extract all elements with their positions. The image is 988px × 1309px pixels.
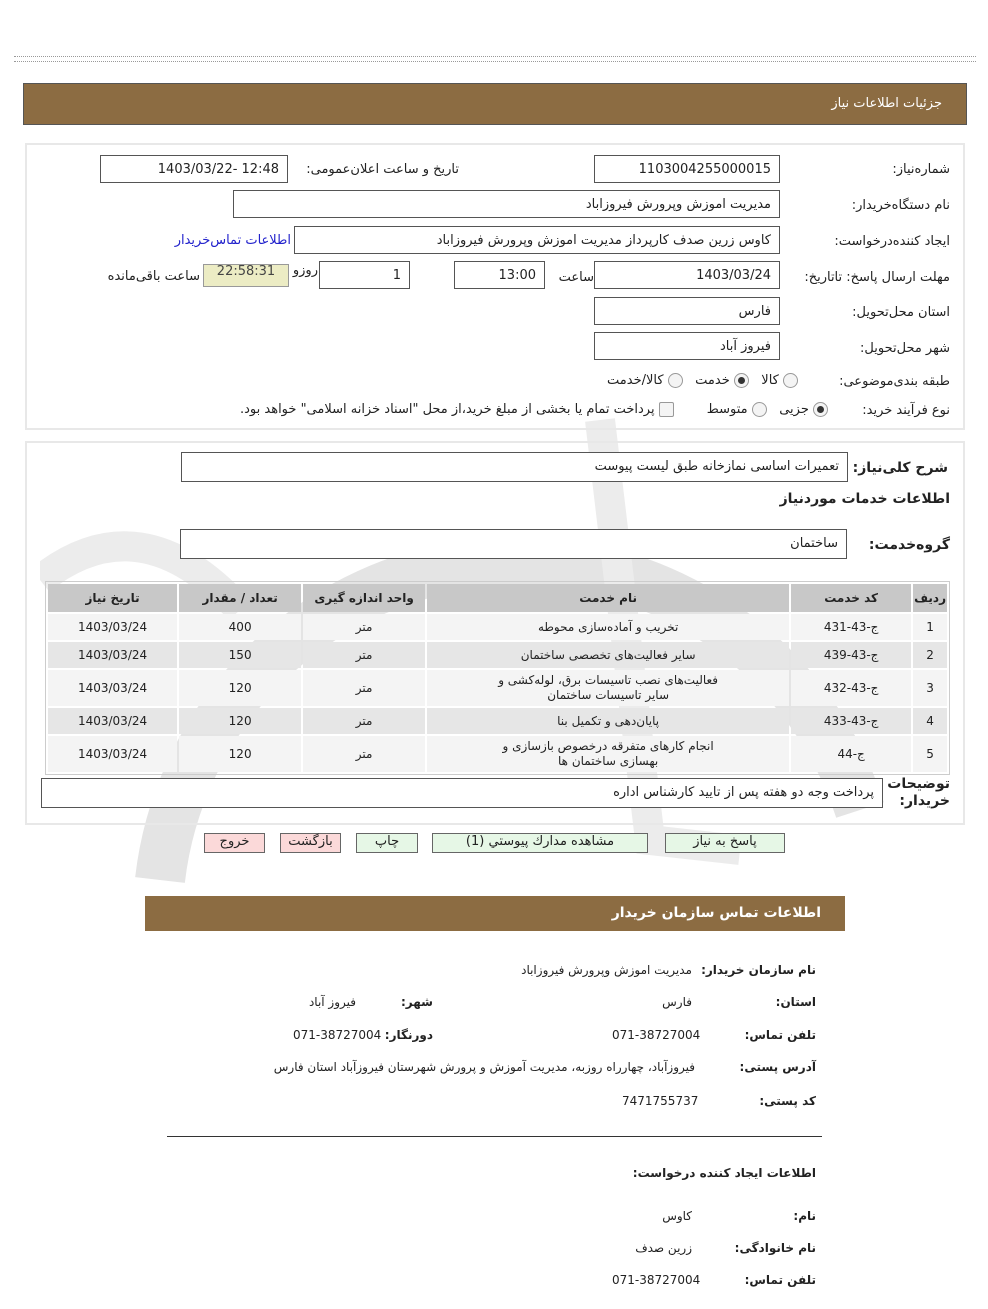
creator-info-title: اطلاعات ایجاد کننده درخواست: xyxy=(632,1166,816,1180)
print-button[interactable]: چاپ xyxy=(356,833,418,853)
unit: متر xyxy=(303,670,425,706)
table-row xyxy=(48,736,947,772)
buyer-org-field: مدیریت اموزش وپرورش فیروزاباد xyxy=(233,190,780,218)
service-name: انجام کارهای متفرقه درخصوص بازسازی و بهسازی ساختمان ها xyxy=(427,736,789,772)
unit: متر xyxy=(303,736,425,772)
group-field: ساختمان xyxy=(180,529,847,559)
buyer-org-label: نام دستگاه‌خریدار: xyxy=(851,198,950,213)
quantity: 120 xyxy=(179,708,301,734)
service-name: سایر فعالیت‌های تخصصی ساختمان xyxy=(427,642,789,668)
province-field: فارس xyxy=(594,297,780,325)
city-label: شهر محل‌تحویل: xyxy=(860,341,950,356)
services-table-wrap xyxy=(45,581,950,775)
announce-field: 1403/03/22- 12:48 xyxy=(100,155,288,183)
process-label: نوع فرآیند خرید: xyxy=(862,403,950,418)
category-label: طبقه بندی‌موضوعی: xyxy=(839,374,950,389)
col-unit: واحد اندازه گیری xyxy=(303,584,425,612)
attachments-button[interactable]: مشاهده مدارك پيوستي (1) xyxy=(432,833,648,853)
process-medium-label: متوسط xyxy=(706,402,748,417)
remaining-time: 22:58:31 xyxy=(203,264,289,287)
top-divider xyxy=(14,56,976,62)
service-code: ج-43-433 xyxy=(791,708,911,734)
back-button[interactable]: بازگشت xyxy=(280,833,341,853)
name-value: کاوس xyxy=(662,1209,692,1223)
org-value: مدیریت اموزش وپرورش فیروزاباد xyxy=(521,963,692,977)
postal-label: کد پستی: xyxy=(759,1094,816,1108)
row-number: 2 xyxy=(913,642,947,668)
deadline-date-field: 1403/03/24 xyxy=(594,261,780,289)
summary-field: تعمیرات اساسی نمازخانه طبق لیست پیوست xyxy=(181,452,848,482)
group-label: گروه‌خدمت: xyxy=(868,537,950,553)
reply-button[interactable]: پاسخ به نیاز xyxy=(665,833,785,853)
table-row xyxy=(48,614,947,640)
category-both-label: کالا/خدمت xyxy=(607,373,664,388)
city-field: فیروز آباد xyxy=(594,332,780,360)
treasury-text: پرداخت تمام یا بخشی از مبلغ خرید،از محل "اسناد خزانه اسلامی" خواهد بود. xyxy=(240,402,655,417)
family-label: نام خانوادگی: xyxy=(734,1241,816,1255)
page-header xyxy=(23,83,967,125)
notes-field: پرداخت وجه دو هفته پس از تایید کارشناس اداره xyxy=(41,778,883,808)
treasury-checkbox[interactable] xyxy=(659,402,674,417)
quantity: 120 xyxy=(179,670,301,706)
creator-phone-value: 071-38727004 xyxy=(612,1273,701,1287)
service-name: فعالیت‌های نصب تاسیسات برق، لوله‌کشی و سایر تاسیسات ساختمان xyxy=(427,670,789,706)
category-radio-group xyxy=(607,373,798,388)
process-minor-label: جزیی xyxy=(779,402,809,417)
need-date: 1403/03/24 xyxy=(48,670,177,706)
need-date: 1403/03/24 xyxy=(48,642,177,668)
summary-label: شرح کلی‌نیاز: xyxy=(852,460,948,476)
category-goods-radio[interactable] xyxy=(783,373,798,388)
time-label: ساعت xyxy=(558,270,594,285)
services-title: اطلاعات خدمات مورد‌نیاز xyxy=(779,491,950,507)
table-row xyxy=(48,670,947,706)
col-code: کد خدمت xyxy=(791,584,911,612)
phone-value: 071-38727004 xyxy=(612,1028,701,1042)
family-value: زرین صدف xyxy=(635,1241,692,1255)
need-number-field: 1103004255000015 xyxy=(594,155,780,183)
address-label: آدرس پستی: xyxy=(739,1060,816,1074)
province-label-2: استان: xyxy=(775,995,816,1009)
service-code: ج-43-439 xyxy=(791,642,911,668)
creator-phone-label: تلفن تماس: xyxy=(744,1273,816,1287)
days-label: روزو xyxy=(292,263,318,278)
col-row: ردیف xyxy=(913,584,947,612)
process-radio-group xyxy=(240,402,828,417)
row-number: 3 xyxy=(913,670,947,706)
table-row xyxy=(48,642,947,668)
days-field: 1 xyxy=(319,261,410,289)
phone-label: تلفن تماس: xyxy=(744,1028,816,1042)
city-value: فیروز آباد xyxy=(308,995,356,1009)
service-code: ج-43-431 xyxy=(791,614,911,640)
deadline-label: مهلت ارسال پاسخ: تاتاریخ: xyxy=(804,270,950,285)
need-number-label: شماره‌نیاز: xyxy=(892,162,950,177)
col-date: تاریخ نیاز xyxy=(48,584,177,612)
process-minor-radio[interactable] xyxy=(813,402,828,417)
contact-title: اطلاعات تماس سازمان خریدار xyxy=(611,905,821,921)
contact-header xyxy=(145,896,845,931)
need-date: 1403/03/24 xyxy=(48,614,177,640)
services-table xyxy=(46,582,949,774)
row-number: 4 xyxy=(913,708,947,734)
creator-label: ایجاد کننده‌درخواست: xyxy=(834,234,950,249)
buyer-contact-link[interactable]: اطلاعات تماس‌خریدار xyxy=(174,233,291,248)
fax-value: 071-38727004 xyxy=(293,1028,382,1042)
name-label: نام: xyxy=(793,1209,816,1223)
creator-field: کاوس زرین صدف کارپرداز مدیریت اموزش وپرورش فیروزاباد xyxy=(294,226,780,254)
province-value: فارس xyxy=(662,995,692,1009)
unit: متر xyxy=(303,614,425,640)
announce-label: تاریخ و ساعت اعلان‌عمومی: xyxy=(306,162,459,177)
category-service-label: خدمت xyxy=(695,373,730,388)
table-row xyxy=(48,708,947,734)
table-header-row xyxy=(48,584,947,612)
notes-label: توضیحات خریدار: xyxy=(887,776,950,809)
service-code: ج-44 xyxy=(791,736,911,772)
quantity: 400 xyxy=(179,614,301,640)
need-date: 1403/03/24 xyxy=(48,736,177,772)
category-goods-label: کالا xyxy=(761,373,779,388)
row-number: 1 xyxy=(913,614,947,640)
contact-divider xyxy=(167,1136,822,1137)
exit-button[interactable]: خروج xyxy=(204,833,265,853)
col-qty: تعداد / مقدار xyxy=(179,584,301,612)
fax-label: دورنگار: xyxy=(384,1028,433,1042)
unit: متر xyxy=(303,642,425,668)
deadline-time-field: 13:00 xyxy=(454,261,545,289)
city-label-2: شهر: xyxy=(401,995,433,1009)
row-number: 5 xyxy=(913,736,947,772)
page-title: جزئیات اطلاعات نیاز xyxy=(831,96,942,111)
service-name: پایان‌دهی و تکمیل بنا xyxy=(427,708,789,734)
category-both-radio[interactable] xyxy=(668,373,683,388)
quantity: 150 xyxy=(179,642,301,668)
postal-value: 7471755737 xyxy=(622,1094,699,1108)
remaining-label: ساعت باقی‌مانده xyxy=(107,269,200,284)
address-value: فیروزآباد، چهارراه روزبه، مدیریت آموزش و پرورش شهرستان فیروزآباد استان فارس xyxy=(273,1060,695,1074)
service-name: تخریب و آماده‌سازی محوطه xyxy=(427,614,789,640)
process-medium-radio[interactable] xyxy=(752,402,767,417)
province-label: استان محل‌تحویل: xyxy=(852,305,950,320)
org-label: نام سازمان خریدار: xyxy=(701,963,816,977)
col-name: نام خدمت xyxy=(427,584,789,612)
unit: متر xyxy=(303,708,425,734)
quantity: 120 xyxy=(179,736,301,772)
category-service-radio[interactable] xyxy=(734,373,749,388)
need-date: 1403/03/24 xyxy=(48,708,177,734)
service-code: ج-43-432 xyxy=(791,670,911,706)
